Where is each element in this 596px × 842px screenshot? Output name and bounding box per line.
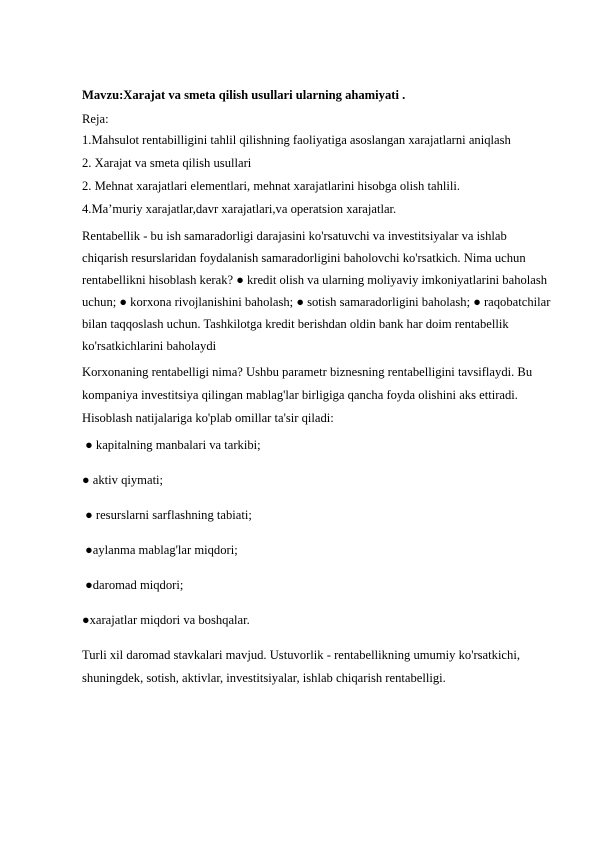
- paragraph-korxona: Korxonaning rentabelligi nima? Ushbu parametr biznesning rentabelligini tavsiflaydi. Bu kompaniya investitsiya qilingan mablag'lar birligiga qancha foyda olishini aks ettiradi. Hisoblash natijalariga ko'plab omillar ta'sir qiladi:: [82, 365, 533, 425]
- plan-item: 4.Ma’muriy xarajatlar,davr xarajatlari,va operatsion xarajatlar.: [82, 202, 397, 216]
- factor-item: ●daromad miqdori;: [82, 578, 184, 592]
- plan-item: 2. Mehnat xarajatlari elementlari, mehnat xarajatlarini hisobga olish tahlili.: [82, 179, 461, 193]
- factor-item: ●aylanma mablag'lar miqdori;: [82, 543, 238, 557]
- factor-item: ●xarajatlar miqdori va boshqalar.: [82, 613, 250, 627]
- paragraph-rentabellik: Rentabellik - bu ish samaradorligi darajasini ko'rsatuvchi va investitsiyalar va ishlab chiqarish resurslaridan foydalanish samaradorligini baholovchi ko'rsatkich. Nima uchun rentabellikni hisoblash kerak? ● kredit olish va ularning moliyaviy imkoniyatlarini baholash uchun; ● korxona rivojlanishini baholash; ● sotish samaradorligini baholash; ● raqobatchilar bilan taqqoslash uchun. Tashkilotga kredit berishdan oldin bank har doim rentabellik ko'rsatkichlarini baholaydi: [82, 229, 551, 353]
- document-body: [82, 86, 552, 690]
- plan-item: 2. Xarajat va smeta qilish usullari: [82, 156, 252, 170]
- plan-list: [82, 133, 552, 217]
- plan-item: 1.Mahsulot rentabilligini tahlil qilishning faoliyatiga asoslangan xarajatlarni aniqlash: [82, 133, 511, 147]
- factor-item: ● aktiv qiymati;: [82, 473, 164, 487]
- paragraph-daromad: Turli xil daromad stavkalari mavjud. Ustuvorlik - rentabellikning umumiy ko'rsatkichi, shuningdek, sotish, aktivlar, investitsiyalar, ishlab chiqarish rentabelligi.: [82, 648, 520, 685]
- plan-heading: Reja:: [82, 112, 109, 126]
- factors-list: [82, 434, 552, 632]
- factor-item: ● resurslarni sarflashning tabiati;: [82, 508, 252, 522]
- document-title: Mavzu:Xarajat va smeta qilish usullari ularning ahamiyati .: [82, 88, 406, 102]
- factor-item: ● kapitalning manbalari va tarkibi;: [82, 438, 261, 452]
